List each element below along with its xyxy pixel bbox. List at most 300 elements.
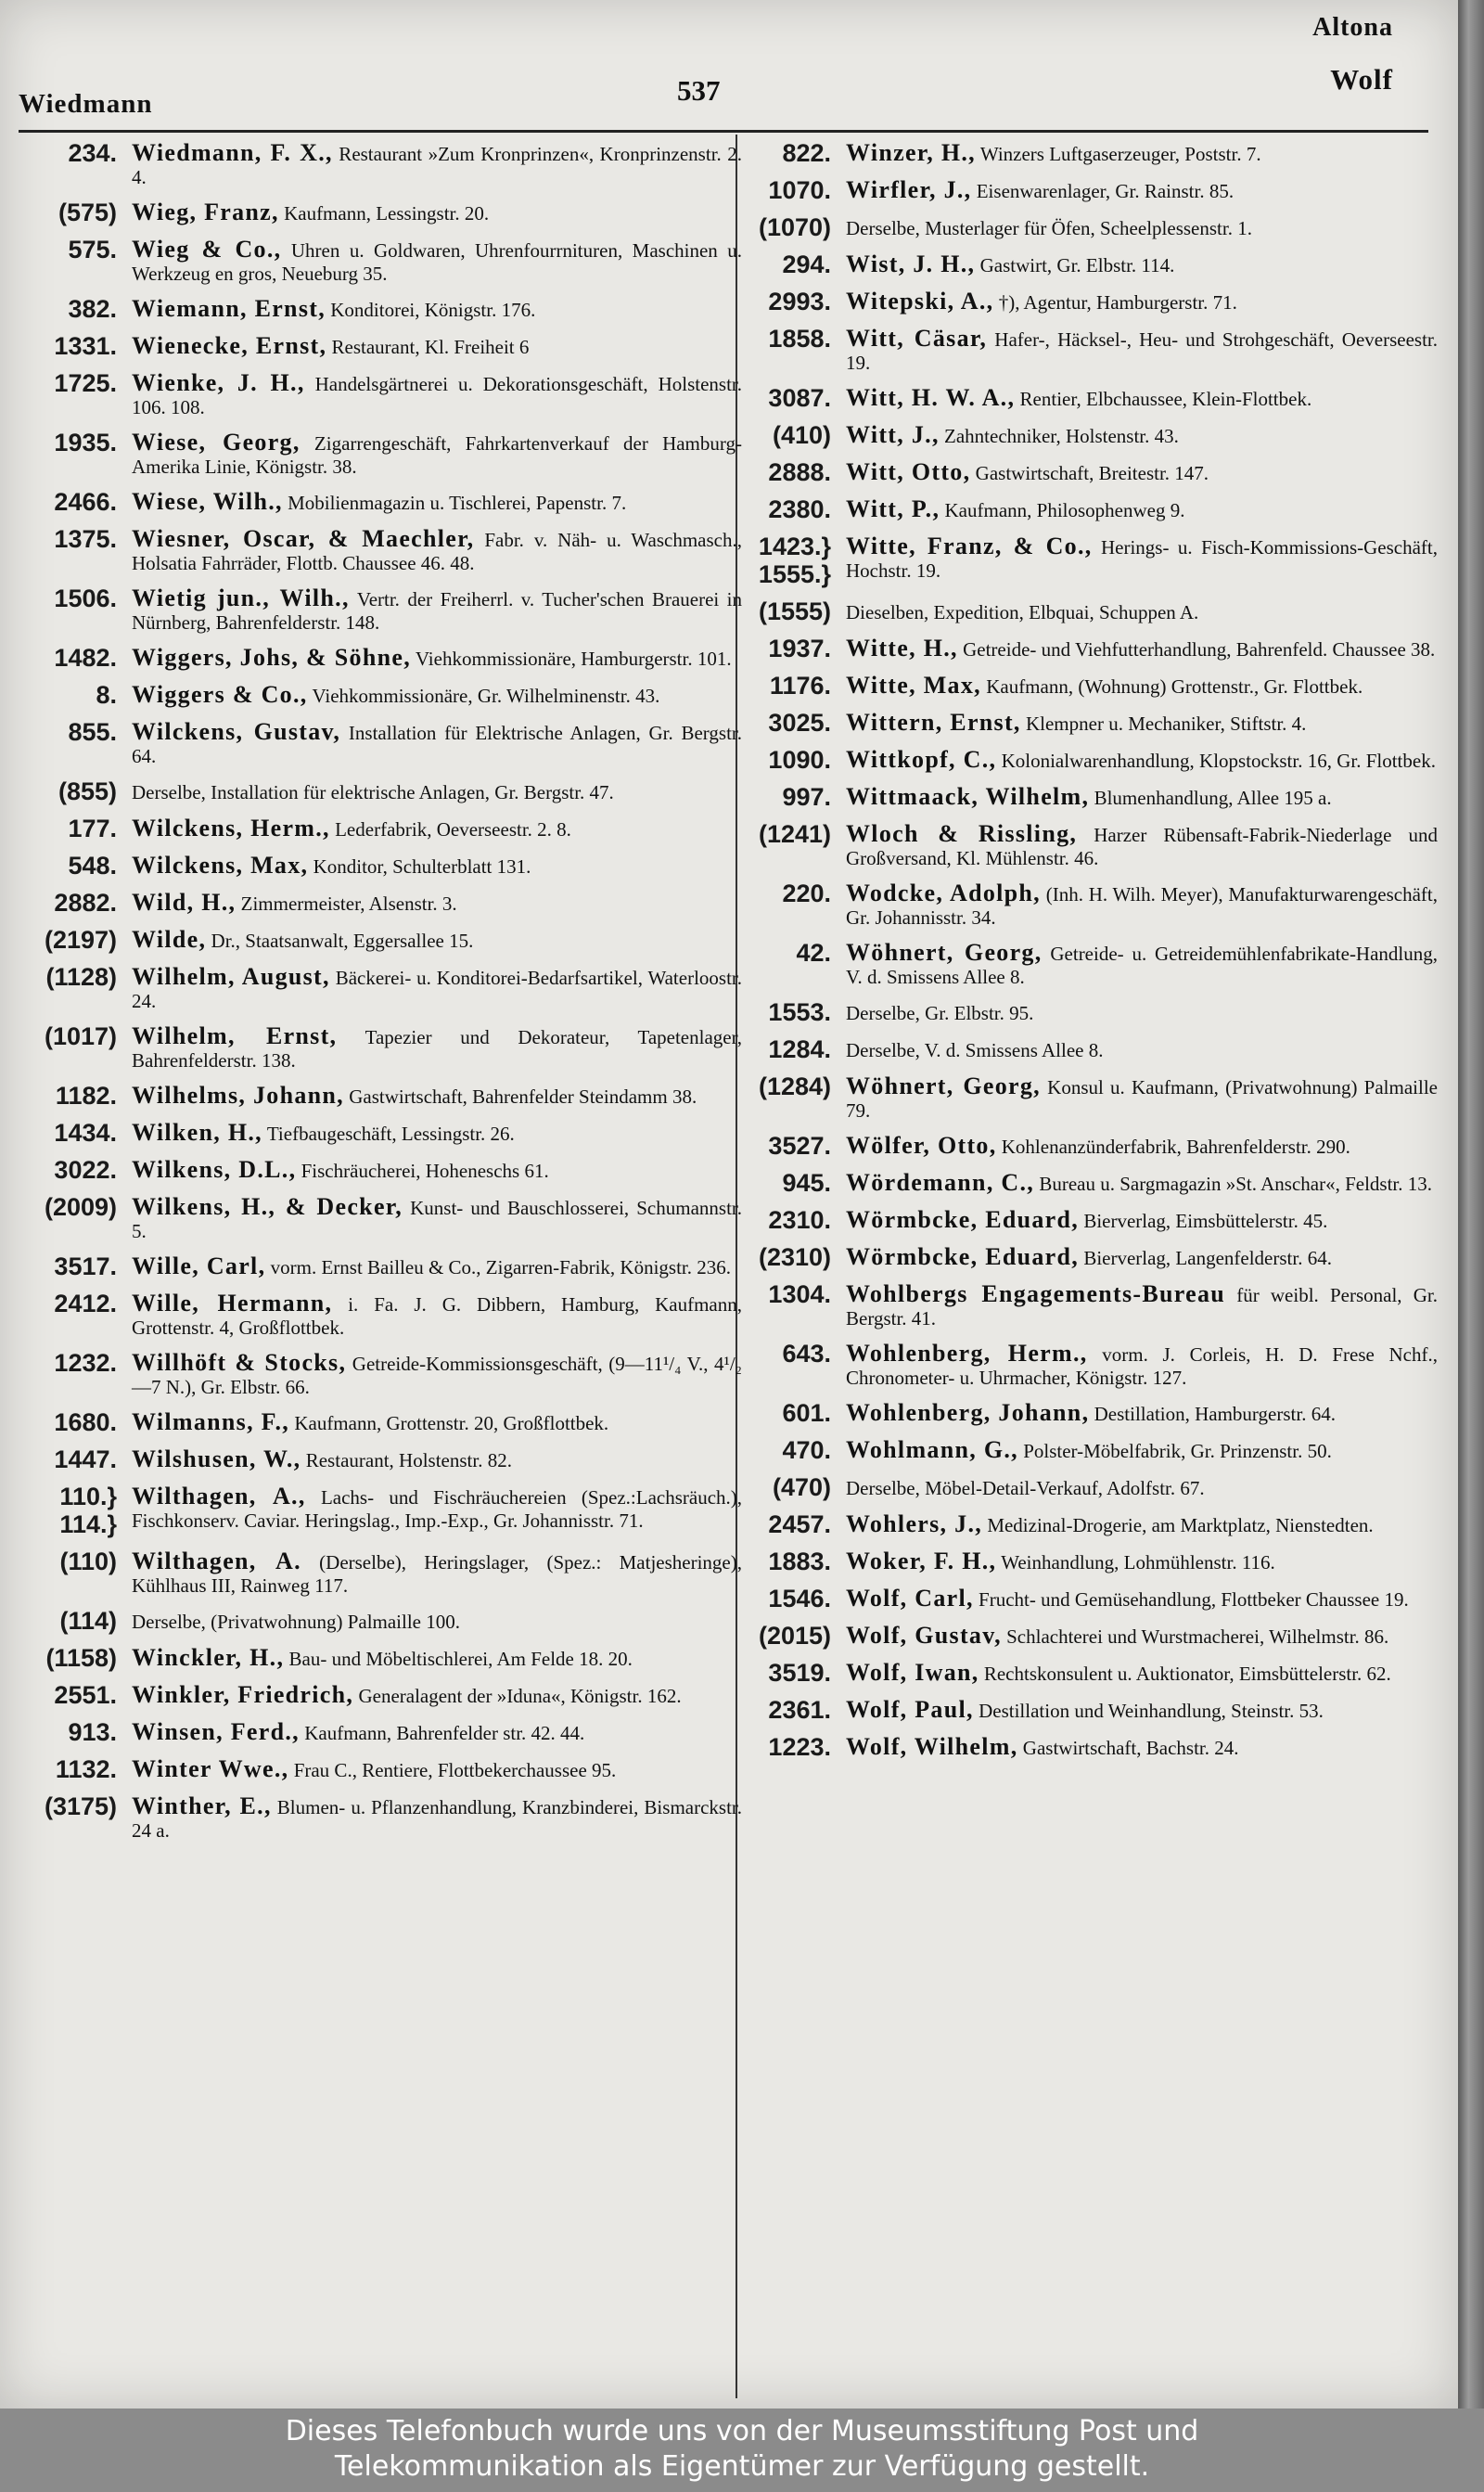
entry-text (846, 1206, 1438, 1233)
entry-text (132, 681, 742, 708)
entry-name: Wiese, Wilh., (132, 488, 283, 515)
directory-entry (733, 533, 1438, 588)
entry-details: Derselbe, Gr. Elbstr. 95. (846, 1002, 1034, 1024)
entry-name: Woker, F. H., (846, 1548, 997, 1574)
entry-details: Frucht- und Gemüsehandlung, Flottbeker Chaussee 19. (973, 1588, 1409, 1611)
entry-text (132, 1290, 742, 1340)
entry-name: Witepski, A., (846, 288, 994, 315)
entry-details: Vertr. der Freiherrl. v. Tucher'schen Brauerei in Nürnberg, Bahrenfelderstr. 148. (132, 588, 743, 634)
directory-entry (733, 1696, 1438, 1724)
directory-entry (19, 1156, 742, 1184)
footer-line-1: Dieses Telefonbuch wurde uns von der Museumsstiftung Post und (285, 2415, 1199, 2447)
entry-details: Derselbe, V. d. Smissens Allee 8. (846, 1039, 1104, 1061)
phone-number: 110.} 114.} (59, 1483, 117, 1538)
entry-text (132, 1022, 742, 1073)
directory-entry (19, 1792, 742, 1843)
directory-entry (19, 926, 742, 954)
directory-entry (19, 1718, 742, 1746)
entry-text (846, 1622, 1438, 1649)
phone-number: 1725. (54, 369, 117, 397)
entry-details: Gastwirt, Gr. Elbstr. 114. (975, 254, 1175, 276)
entry-details: Gastwirtschaft, Bachstr. 24. (1017, 1737, 1239, 1759)
entry-details: Zimmermeister, Alsenstr. 3. (236, 893, 457, 915)
entry-name: Wolf, Paul, (846, 1696, 974, 1723)
phone-number: 2457. (768, 1510, 831, 1538)
entry-text (846, 939, 1438, 989)
entry-details: Derselbe, Musterlager für Öfen, Scheelplessenstr. 1. (846, 217, 1252, 239)
phone-number: 1937. (768, 635, 831, 662)
entry-name: Wietig jun., Wilh., (132, 584, 350, 611)
entry-text (846, 1035, 1438, 1062)
phone-number: 220. (782, 880, 831, 907)
entry-text (846, 998, 1438, 1025)
header-city: Altona (1312, 13, 1393, 42)
entry-details: Restaurant, Holstenstr. 82. (301, 1449, 512, 1471)
entry-name: Wiese, Georg, (132, 429, 301, 456)
entry-name: Wilckens, Max, (132, 852, 309, 879)
entry-name: Witte, H., (846, 635, 958, 662)
entry-text (132, 1156, 742, 1183)
directory-entry (733, 1659, 1438, 1687)
phone-number: (3175) (44, 1792, 117, 1820)
phone-number: 294. (782, 250, 831, 278)
entry-name: Witt, J., (846, 421, 940, 448)
entry-details: Derselbe, Installation für elektrische Anlagen, Gr. Bergstr. 47. (132, 781, 614, 803)
directory-entry (733, 325, 1438, 375)
directory-entry (733, 139, 1438, 167)
phone-number: 177. (68, 815, 117, 842)
directory-entry (733, 1436, 1438, 1464)
directory-entry (19, 1681, 742, 1709)
entry-text (132, 1607, 742, 1634)
entry-name: Wist, J. H., (846, 250, 976, 277)
entry-name: Wolf, Carl, (846, 1585, 974, 1612)
directory-entry (733, 1035, 1438, 1063)
directory-entry (19, 718, 742, 768)
entry-details: (Inh. H. Wilh. Meyer), Manufakturwarengeschäft, Gr. Johannisstr. 34. (846, 883, 1439, 929)
entry-text (846, 495, 1438, 522)
entry-details: Bureau u. Sargmagazin »St. Anschar«, Feldstr. 13. (1034, 1173, 1432, 1195)
entry-text (846, 1733, 1438, 1760)
phone-number: (1128) (45, 963, 117, 991)
entry-text (846, 1510, 1438, 1537)
entry-name: Wild, H., (132, 889, 237, 916)
entry-text (132, 1119, 742, 1146)
phone-number: 234. (68, 139, 117, 167)
directory-entry (19, 1022, 742, 1073)
phone-number: 855. (68, 718, 117, 746)
entry-name: Willhöft & Stocks, (132, 1349, 347, 1376)
entry-details: Dieselben, Expedition, Elbquai, Schuppen A. (846, 601, 1199, 623)
entry-text (846, 533, 1438, 583)
entry-text (132, 963, 742, 1013)
phone-number: 3527. (768, 1132, 831, 1160)
phone-number: 2380. (768, 495, 831, 523)
entry-name: Winzer, H., (846, 139, 976, 166)
directory-entry (19, 1408, 742, 1436)
phone-number: (410) (772, 421, 831, 449)
phone-number: (1017) (44, 1022, 117, 1050)
entry-text (846, 880, 1438, 930)
entry-details: Kaufmann, Grottenstr. 20, Großflottbek. (289, 1412, 609, 1434)
entry-details: Medizinal-Drogerie, am Marktplatz, Nienstedten. (982, 1514, 1374, 1536)
entry-text (846, 176, 1438, 203)
directory-entry (733, 783, 1438, 811)
phone-number: (2197) (44, 926, 117, 954)
entry-text (846, 783, 1438, 810)
right-column (733, 139, 1438, 1770)
phone-number: (2310) (758, 1243, 831, 1271)
directory-entry (733, 635, 1438, 662)
directory-entry (733, 597, 1438, 625)
entry-text (132, 139, 742, 189)
entry-details: Getreide- u. Getreidemühlenfabrikate-Handlung, V. d. Smissens Allee 8. (846, 943, 1439, 988)
entry-text (846, 288, 1438, 315)
phone-number: 8. (96, 681, 117, 709)
directory-entry (733, 880, 1438, 930)
entry-text (132, 584, 742, 635)
directory-entry (19, 1349, 742, 1399)
entry-name: Wilkens, H., & Decker, (132, 1193, 403, 1220)
entry-details: Kunst- und Bauschlosserei, Schumannstr. 5. (132, 1197, 742, 1242)
entry-details: Viehkommissionäre, Gr. Wilhelminenstr. 43. (307, 685, 660, 707)
entry-details: Destillation, Hamburgerstr. 64. (1089, 1403, 1336, 1425)
entry-details: Schlachterei und Wurstmacherei, Wilhelmstr. 86. (1001, 1625, 1389, 1648)
entry-details: Zahntechniker, Holstenstr. 43. (939, 425, 1179, 447)
phone-number: (2015) (758, 1622, 831, 1650)
directory-entry (19, 525, 742, 575)
directory-entry (19, 1193, 742, 1243)
entry-name: Wilde, (132, 926, 207, 953)
entry-details: Viehkommissionäre, Hamburgerstr. 101. (411, 648, 732, 670)
entry-details: Winzers Luftgaserzeuger, Poststr. 7. (975, 143, 1261, 165)
phone-number: 3517. (54, 1252, 117, 1280)
phone-number: (1158) (45, 1644, 117, 1672)
entry-details: Restaurant »Zum Kronprinzen«, Kronprinzenstr. 2. 4. (132, 143, 742, 188)
directory-entry (19, 369, 742, 419)
entry-text (846, 1473, 1438, 1500)
entry-name: Wittern, Ernst, (846, 709, 1021, 736)
entry-details: Bierverlag, Langenfelderstr. 64. (1079, 1247, 1332, 1269)
entry-details: Fabr. v. Näh- u. Waschmasch., Holsatia Fahrräder, Flottb. Chaussee 46. 48. (132, 529, 742, 574)
entry-name: Witt, H. W. A., (846, 384, 1016, 411)
phone-number: 575. (68, 236, 117, 263)
directory-entry (733, 176, 1438, 204)
entry-details: Frau C., Rentiere, Flottbekerchaussee 95. (288, 1759, 617, 1781)
page-number: 537 (677, 74, 721, 107)
entry-details: Blumenhandlung, Allee 195 a. (1089, 787, 1332, 809)
left-column (19, 139, 742, 1852)
phone-number: (114) (59, 1607, 117, 1635)
entry-details: Fischräucherei, Hoheneschs 61. (296, 1160, 549, 1182)
entry-text (132, 1252, 742, 1279)
entry-name: Wiggers, Johs, & Söhne, (132, 644, 412, 671)
phone-number: 945. (782, 1169, 831, 1197)
entry-details: Mobilienmagazin u. Tischlerei, Papenstr. 7. (282, 492, 627, 514)
directory-entry (733, 1733, 1438, 1761)
phone-number: 1232. (54, 1349, 117, 1377)
directory-entry (733, 1169, 1438, 1197)
entry-text (132, 369, 742, 419)
entry-name: Wille, Hermann, (132, 1290, 333, 1317)
entry-name: Wittkopf, C., (846, 746, 997, 773)
entry-name: Wiesner, Oscar, & Maechler, (132, 525, 475, 552)
phone-number: 1375. (54, 525, 117, 553)
entry-text (132, 1193, 742, 1243)
entry-name: Wilhelm, Ernst, (132, 1022, 338, 1049)
phone-number: 601. (782, 1399, 831, 1427)
entry-name: Winckler, H., (132, 1644, 285, 1671)
entry-details: Lachs- und Fischräuchereien (Spez.:Lachsräuch.), Fischkonserv. Caviar. Heringslag., Imp.-Exp., Gr. Johannisstr. 71. (132, 1486, 743, 1532)
entry-details: Dr., Staatsanwalt, Eggersallee 15. (206, 930, 474, 952)
entry-name: Witt, P., (846, 495, 940, 522)
phone-number: 1506. (54, 584, 117, 612)
entry-text (846, 1243, 1438, 1270)
entry-details: Herings- u. Fisch-Kommissions-Geschäft, Hochstr. 19. (846, 536, 1438, 582)
phone-number: 1553. (768, 998, 831, 1026)
entry-text (846, 1659, 1438, 1686)
phone-number: 3087. (768, 384, 831, 412)
phone-number: 1858. (768, 325, 831, 353)
entry-name: Wienecke, Ernst, (132, 332, 327, 359)
phone-number: 548. (68, 852, 117, 880)
entry-name: Wohlmann, G., (846, 1436, 1018, 1463)
entry-name: Wilken, H., (132, 1119, 262, 1146)
directory-entry (19, 429, 742, 479)
phone-number: (470) (772, 1473, 831, 1501)
directory-entry (19, 236, 742, 286)
entry-text (846, 709, 1438, 736)
entry-details: Tapezier und Dekorateur, Tapetenlager, Bahrenfelderstr. 138. (132, 1026, 742, 1072)
entry-name: Witt, Otto, (846, 458, 971, 485)
entry-details: Harzer Rübensaft-Fabrik-Niederlage und Großversand, Kl. Mühlenstr. 46. (846, 824, 1438, 869)
directory-entry (19, 889, 742, 917)
entry-name: Wörmbcke, Eduard, (846, 1243, 1080, 1270)
entry-text (846, 325, 1438, 375)
entry-name: Wloch & Rissling, (846, 820, 1078, 847)
phone-number: 2310. (768, 1206, 831, 1234)
entry-name: Wilhelm, August, (132, 963, 330, 990)
phone-number: 2412. (54, 1290, 117, 1317)
entry-name: Witte, Franz, & Co., (846, 533, 1093, 559)
entry-details: Konditor, Schulterblatt 131. (308, 855, 531, 878)
directory-entry (19, 139, 742, 189)
entry-details: i. Fa. J. G. Dibbern, Hamburg, Kaufmann, Grottenstr. 4, Großflottbek. (132, 1293, 743, 1339)
directory-entry (19, 1252, 742, 1280)
entry-details: Hafer-, Häcksel-, Heu- und Strohgeschäft, Oeverseestr. 19. (846, 328, 1439, 374)
entry-details: Destillation und Weinhandlung, Steinstr. 53. (973, 1700, 1324, 1722)
entry-text (132, 1548, 742, 1598)
entry-name: Winsen, Ferd., (132, 1718, 300, 1745)
directory-entry (733, 939, 1438, 989)
directory-entry (19, 584, 742, 635)
entry-name: Wördemann, C., (846, 1169, 1035, 1196)
directory-entry (733, 1073, 1438, 1123)
directory-entry (733, 672, 1438, 700)
entry-text (132, 815, 742, 841)
phone-number: (855) (58, 777, 117, 805)
directory-entry (733, 998, 1438, 1026)
directory-entry (19, 1607, 742, 1635)
phone-number: 2361. (768, 1696, 831, 1724)
phone-number: 2466. (54, 488, 117, 516)
phone-number: 2551. (54, 1681, 117, 1709)
entry-text (132, 1792, 742, 1843)
entry-details: Bierverlag, Eimsbüttelerstr. 45. (1079, 1210, 1328, 1232)
entry-details: Bäckerei- u. Konditorei-Bedarfsartikel, Waterloostr. 24. (132, 967, 743, 1012)
entry-details: Getreide-Kommissionsgeschäft, (9—11¹/₄ V., 4¹/₂—7 N.), Gr. Elbstr. 66. (132, 1353, 742, 1398)
entry-text (132, 332, 742, 359)
phone-number: 3022. (54, 1156, 117, 1184)
entry-name: Wohlbergs Engagements-Bureau (846, 1280, 1226, 1307)
phone-number: 1447. (54, 1445, 117, 1473)
entry-details: Handelsgärtnerei u. Dekorationsgeschäft, Holstenstr. 106. 108. (132, 373, 742, 418)
entry-text (846, 1132, 1438, 1159)
entry-text (132, 1681, 742, 1708)
phone-number: 1182. (55, 1082, 117, 1110)
entry-details: Tiefbaugeschäft, Lessingstr. 26. (262, 1123, 515, 1145)
directory-entry (19, 1119, 742, 1147)
entry-details: †), Agentur, Hamburgerstr. 71. (993, 291, 1237, 314)
entry-details: Kaufmann, Bahrenfelder str. 42. 44. (299, 1722, 585, 1744)
entry-name: Wilckens, Herm., (132, 815, 330, 841)
phone-number: 1331. (54, 332, 117, 360)
entry-name: Wilshusen, W., (132, 1445, 301, 1472)
entry-name: Winther, E., (132, 1792, 272, 1819)
entry-text (132, 525, 742, 575)
phone-number: 997. (782, 783, 831, 811)
phone-number: 1284. (768, 1035, 831, 1063)
entry-details: (Derselbe), Heringslager, (Spez.: Matjesheringe), Kühlhaus III, Rainweg 117. (132, 1551, 742, 1597)
entry-details: Rechtskonsulent u. Auktionator, Eimsbüttelerstr. 62. (979, 1663, 1391, 1685)
directory-entry (733, 746, 1438, 774)
entry-name: Wodcke, Adolph, (846, 880, 1041, 906)
phone-number: 42. (796, 939, 831, 967)
phone-number: 1434. (54, 1119, 117, 1147)
phone-number: 3519. (768, 1659, 831, 1687)
phone-number: 1883. (768, 1548, 831, 1575)
directory-entry (733, 288, 1438, 315)
directory-entry (19, 681, 742, 709)
phone-number: 1546. (768, 1585, 831, 1612)
phone-number: 2888. (768, 458, 831, 486)
entry-details: Blumen- u. Pflanzenhandlung, Kranzbinderei, Bismarckstr. 24 a. (132, 1796, 743, 1842)
directory-entry (19, 1548, 742, 1598)
phone-number: (1284) (758, 1073, 831, 1100)
phone-number: 382. (68, 295, 117, 323)
entry-text (846, 1340, 1438, 1390)
phone-number: (1555) (758, 597, 831, 625)
entry-details: vorm. Ernst Bailleu & Co., Zigarren-Fabrik, Königstr. 236. (265, 1256, 731, 1278)
entry-name: Wolf, Iwan, (846, 1659, 979, 1686)
entry-name: Wölfer, Otto, (846, 1132, 997, 1159)
entry-details: Kaufmann, Lessingstr. 20. (278, 202, 490, 225)
directory-entry (19, 332, 742, 360)
entry-name: Wohlers, J., (846, 1510, 983, 1537)
entry-text (846, 1280, 1438, 1330)
directory-entry (733, 458, 1438, 486)
phone-number: 1132. (55, 1755, 117, 1783)
directory-entry (733, 1473, 1438, 1501)
entry-text (132, 1755, 742, 1782)
entry-name: Wittmaack, Wilhelm, (846, 783, 1090, 810)
phone-number: 1423.} 1555.} (758, 533, 831, 588)
entry-text (132, 1644, 742, 1671)
entry-name: Wiggers & Co., (132, 681, 308, 708)
phone-number: 643. (782, 1340, 831, 1368)
entry-text (132, 1082, 742, 1109)
phone-number: (110) (59, 1548, 117, 1575)
entry-text (132, 1408, 742, 1435)
phone-number: 1482. (54, 644, 117, 672)
entry-text (846, 139, 1438, 166)
entry-name: Witte, Max, (846, 672, 981, 699)
phone-number: (1241) (758, 820, 831, 848)
entry-details: Generalagent der »Iduna«, Königstr. 162. (353, 1685, 682, 1707)
entry-details: Gastwirtschaft, Bahrenfelder Steindamm 38. (343, 1085, 697, 1108)
directory-entry (19, 295, 742, 323)
entry-name: Wilckens, Gustav, (132, 718, 341, 745)
directory-entry (733, 384, 1438, 412)
entry-details: Weinhandlung, Lohmühlenstr. 116. (996, 1551, 1275, 1574)
footer-notice (0, 2409, 1484, 2492)
entry-text (132, 295, 742, 322)
directory-entry (733, 421, 1438, 449)
entry-text (846, 820, 1438, 870)
directory-entry (19, 963, 742, 1013)
entry-name: Winter Wwe., (132, 1755, 289, 1782)
phone-number: (1070) (758, 213, 831, 241)
directory-entry (733, 1206, 1438, 1234)
directory-entry (733, 1280, 1438, 1330)
directory-entry (19, 1644, 742, 1672)
entry-details: Polster-Möbelfabrik, Gr. Prinzenstr. 50. (1017, 1440, 1332, 1462)
entry-text (846, 746, 1438, 773)
entry-text (846, 1585, 1438, 1612)
entry-details: Kolonialwarenhandlung, Klopstockstr. 16, Gr. Flottbek. (996, 750, 1436, 772)
entry-details: Bau- und Möbeltischlerei, Am Felde 18. 20. (284, 1648, 633, 1670)
entry-text (132, 889, 742, 916)
directory-entry (733, 1340, 1438, 1390)
entry-text (132, 644, 742, 671)
entry-details: Lederfabrik, Oeverseestr. 2. 8. (329, 818, 571, 841)
directory-entry (733, 1548, 1438, 1575)
entry-name: Wienke, J. H., (132, 369, 305, 396)
entry-text (846, 213, 1438, 240)
entry-name: Wohlenberg, Herm., (846, 1340, 1088, 1367)
directory-entry (19, 1290, 742, 1340)
entry-name: Wilthagen, A. (132, 1548, 301, 1574)
entry-text (846, 1696, 1438, 1723)
entry-details: Installation für Elektrische Anlagen, Gr. Bergstr. 64. (132, 722, 742, 767)
header-rule (19, 130, 1428, 133)
phone-number: 1176. (769, 672, 831, 700)
phone-number: (575) (58, 199, 117, 226)
entry-text (846, 635, 1438, 662)
entry-text (132, 1718, 742, 1745)
directory-entry (733, 1585, 1438, 1612)
entry-name: Wille, Carl, (132, 1252, 266, 1279)
entry-text (846, 1436, 1438, 1463)
entry-name: Wolf, Wilhelm, (846, 1733, 1018, 1760)
entry-text (846, 1169, 1438, 1196)
entry-text (846, 250, 1438, 277)
entry-text (132, 852, 742, 879)
entry-text (132, 429, 742, 479)
directory-entry (733, 709, 1438, 737)
entry-name: Wilhelms, Johann, (132, 1082, 344, 1109)
entry-details: Zigarrengeschäft, Fahrkartenverkauf der Hamburg-Amerika Linie, Königstr. 38. (132, 432, 742, 478)
